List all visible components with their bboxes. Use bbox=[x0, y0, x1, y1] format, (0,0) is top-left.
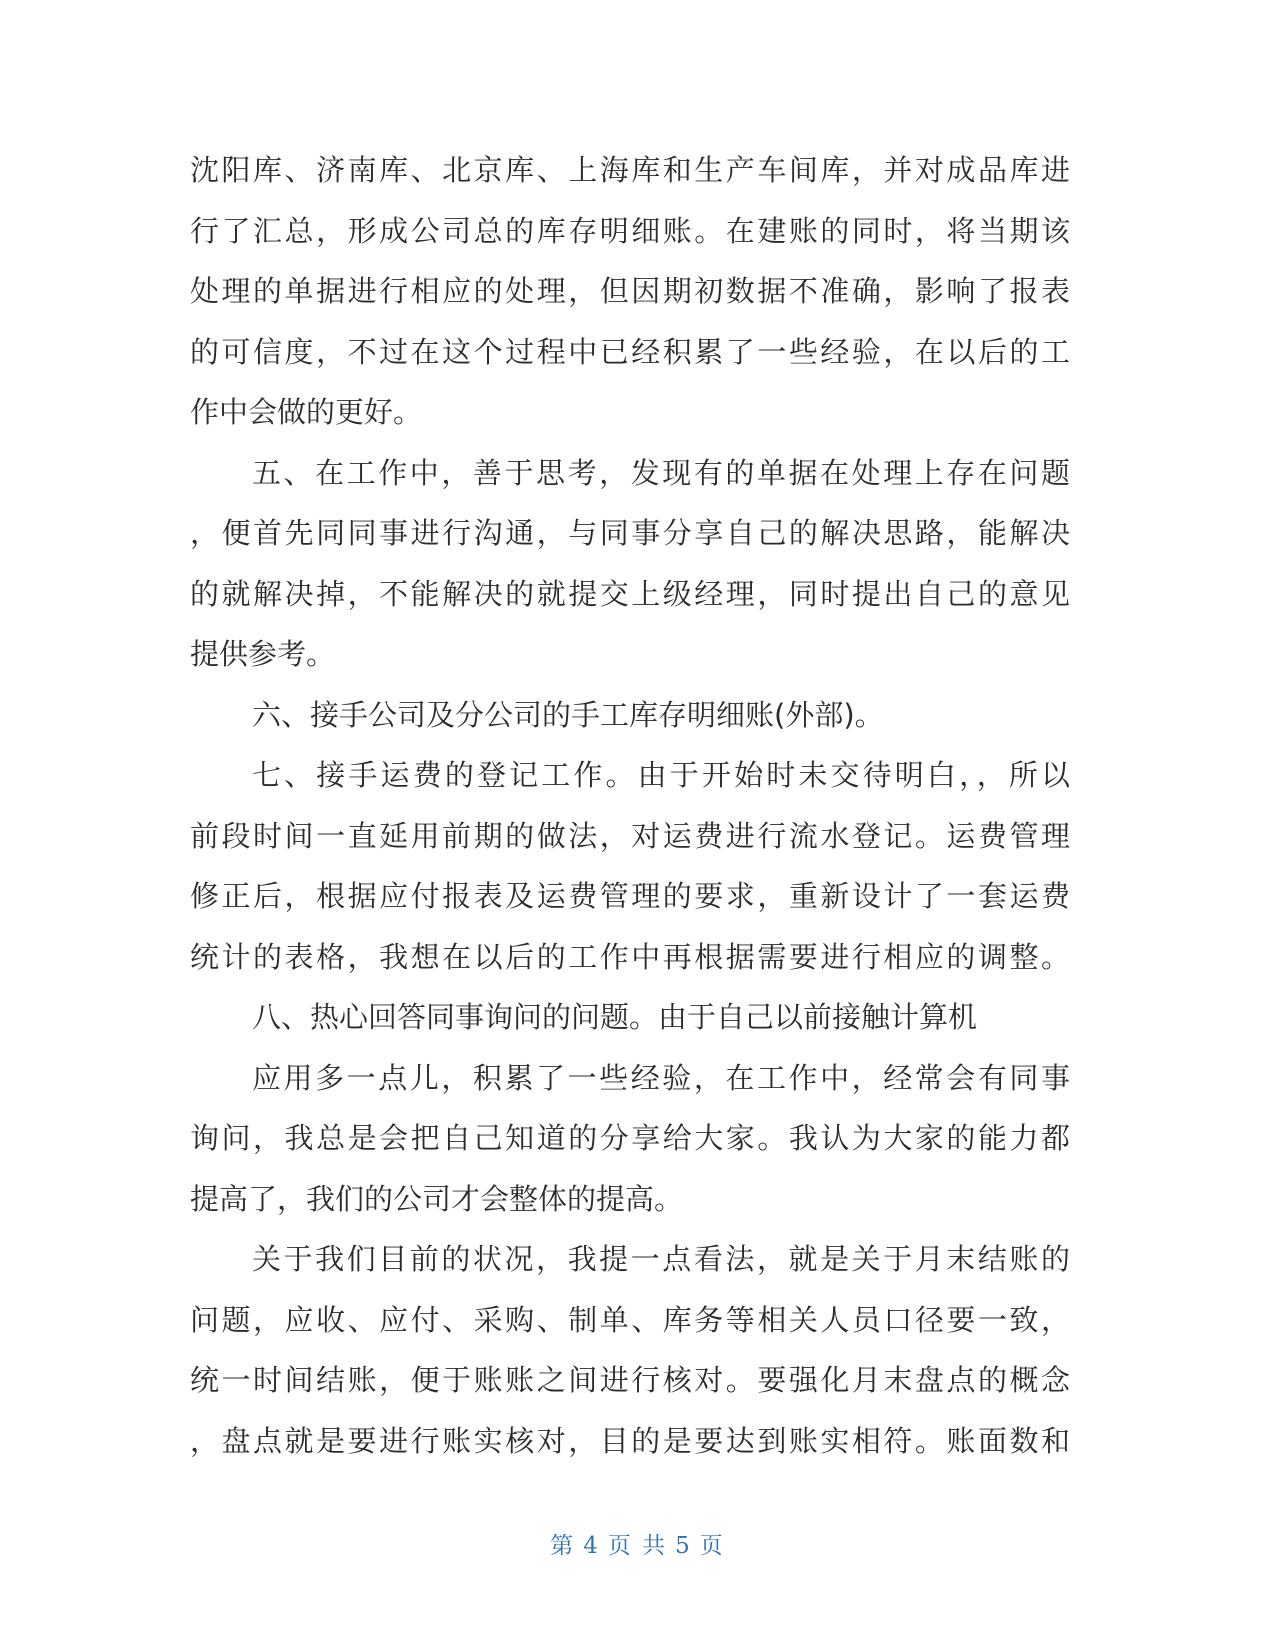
text-line: 应用多一点儿，积累了一些经验，在工作中，经常会有同事 bbox=[252, 1060, 1070, 1095]
footer-suffix: 页 bbox=[699, 1533, 725, 1559]
text-line: 的就解决掉，不能解决的就提交上级经理，同时提出自己的意见 bbox=[190, 576, 1070, 611]
text-line: 提供参考。 bbox=[190, 637, 336, 671]
text-line: 询问，我总是会把自己知道的分享给大家。我认为大家的能力都 bbox=[190, 1121, 1070, 1155]
text-line: 修正后，根据应付报表及运费管理的要求，重新设计了一套运费 bbox=[190, 879, 1070, 913]
footer-prefix: 第 bbox=[550, 1533, 576, 1559]
footer-middle: 页 共 bbox=[607, 1533, 668, 1559]
text-line: 统一时间结账，便于账账之间进行核对。要强化月末盘点的概念 bbox=[190, 1363, 1070, 1397]
text-line: 问题，应收、应付、采购、制单、库务等相关人员口径要一致， bbox=[190, 1302, 1070, 1337]
text-line: 关于我们目前的状况，我提一点看法，就是关于月末结账的 bbox=[252, 1242, 1070, 1276]
text-line: 七、接手运费的登记工作。由于开始时未交待明白，，所以 bbox=[252, 758, 1070, 792]
text-line: 的可信度，不过在这个过程中已经积累了一些经验，在以后的工 bbox=[190, 334, 1070, 369]
text-line: 行了汇总，形成公司总的库存明细账。在建账的同时，将当期该 bbox=[190, 213, 1070, 248]
text-line: 作中会做的更好。 bbox=[190, 395, 423, 429]
document-body bbox=[190, 140, 1070, 1471]
footer-page-number: 4 bbox=[583, 1533, 600, 1559]
text-line: 六、接手公司及分公司的手工库存明细账(外部)。 bbox=[252, 697, 884, 732]
footer-total-pages: 5 bbox=[675, 1533, 692, 1559]
text-line: 处理的单据进行相应的处理，但因期初数据不准确，影响了报表 bbox=[190, 274, 1070, 308]
text-line: 沈阳库、济南库、北京库、上海库和生产车间库，并对成品库进 bbox=[190, 153, 1070, 187]
text-line: 统计的表格，我想在以后的工作中再根据需要进行相应的调整。 bbox=[190, 939, 1070, 974]
text-line: 八、热心回答同事询问的问题。由于自己以前接触计算机 bbox=[252, 1000, 978, 1034]
text-line: ，便首先同同事进行沟通，与同事分享自己的解决思路，能解决 bbox=[190, 516, 1070, 550]
text-line: 前段时间一直延用前期的做法，对运费进行流水登记。运费管理 bbox=[190, 818, 1070, 853]
text-line: ，盘点就是要进行账实核对，目的是要达到账实相符。账面数和 bbox=[190, 1423, 1070, 1458]
text-line: 提高了，我们的公司才会整体的提高。 bbox=[190, 1181, 684, 1216]
page-footer bbox=[0, 1527, 1275, 1560]
text-line: 五、在工作中，善于思考，发现有的单据在处理上存在问题 bbox=[252, 455, 1070, 490]
